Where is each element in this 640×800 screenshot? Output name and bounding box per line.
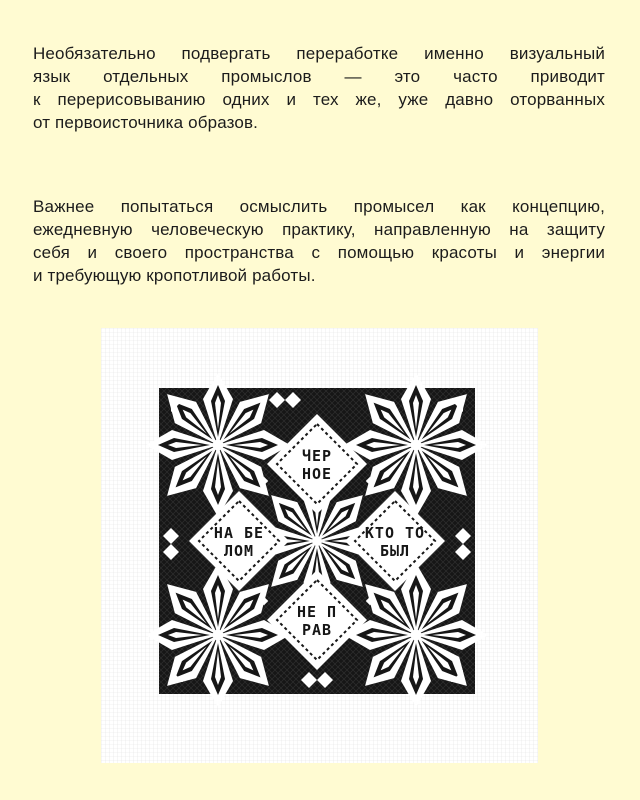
stitched-word: БЫЛ [379, 542, 411, 560]
paragraph-line: от первоисточника образов. [33, 113, 259, 132]
stitched-word: НЕ П [296, 603, 338, 621]
paragraph-line: и требующую кропотливой работы. [33, 266, 316, 285]
stitched-word: ЧЕР [301, 447, 333, 465]
stitched-word: НОЕ [301, 465, 333, 483]
stitched-word: КТО ТО [364, 524, 426, 542]
paragraph-line: ежедневную человеческую практику, направленную на защиту [33, 220, 605, 239]
stitched-word: ЛОМ [223, 542, 255, 560]
stitched-word: НА БЕ [213, 524, 265, 542]
paragraph-2 [33, 195, 605, 287]
paragraph-line: язык отдельных промыслов — это часто приводит [33, 67, 605, 86]
paragraph-line: к перерисовыванию одних и тех же, уже давно оторванных [33, 90, 605, 109]
cross-stitch-embroidery [101, 328, 538, 763]
embroidery-artwork [101, 328, 538, 763]
stitched-word: РАВ [301, 621, 333, 639]
paragraph-line: Необязательно подвергать переработке именно визуальный [33, 44, 605, 63]
paragraph-line: Важнее попытаться осмыслить промысел как концепцию, [33, 197, 605, 216]
paragraph-line: себя и своего пространства с помощью красоты и энергии [33, 243, 605, 262]
paragraph-1 [33, 42, 605, 134]
stitched-pattern [146, 373, 488, 707]
